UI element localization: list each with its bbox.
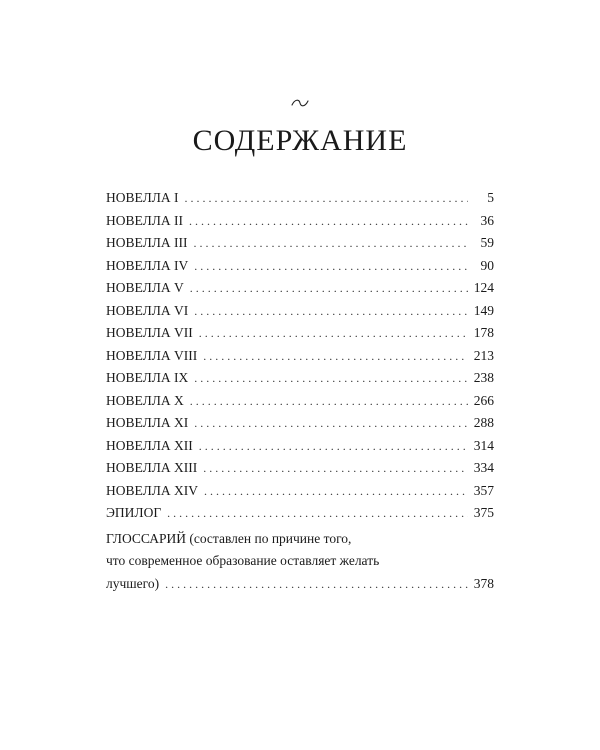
toc-entry-page: 124 [473,280,494,295]
dot-leader [190,281,468,296]
dot-leader [165,573,468,596]
glossary-line-3: лучшего) [106,575,160,591]
dot-leader [199,326,468,341]
toc-entry-page: 149 [473,302,494,318]
toc-entry [106,438,494,461]
toc-entry [106,235,494,258]
toc-entry [106,505,494,528]
toc-entry [106,483,494,506]
toc-entry-label: НОВЕЛЛА III [106,235,188,250]
glossary-line-1: ГЛОССАРИЙ (составлен по причине того, [106,530,352,546]
toc-entry-glossary [106,528,494,596]
toc-entry-page: 357 [473,482,494,498]
dot-leader [194,304,467,319]
dot-leader [190,394,468,409]
toc-entry-page: 213 [473,347,494,363]
toc-entry-page: 288 [473,415,494,430]
toc-entry [106,348,494,371]
toc-entry-page: 334 [473,460,494,475]
toc-entry [106,258,494,281]
dot-leader [203,461,468,476]
toc-entry [106,460,494,483]
toc-entry-label: НОВЕЛЛА X [106,392,184,408]
toc-entry-label: НОВЕЛЛА XII [106,437,193,453]
toc-entry [106,213,494,236]
dot-leader [194,371,467,386]
dot-leader [189,214,468,229]
toc-entry-page: 375 [473,505,494,520]
toc-entry-page: 378 [473,575,494,591]
dot-leader [194,259,468,274]
toc-entry-label: НОВЕЛЛА XIV [106,482,199,498]
dot-leader [204,484,468,499]
toc-entry-label: НОВЕЛЛА II [106,212,183,228]
toc-entry [106,190,494,213]
toc-entry-label: ЭПИЛОГ [106,505,162,520]
dot-leader [199,439,468,454]
dot-leader [194,416,467,431]
glossary-line-2: что современное образование оставляет желать [106,553,380,568]
toc-entry [106,370,494,393]
toc-entry-label: НОВЕЛЛА V [106,280,184,295]
dot-leader [185,191,468,206]
toc-entry-page: 5 [487,190,494,205]
page-title: СОДЕРЖАНИЕ [192,124,408,157]
toc-entry-page: 314 [473,437,494,453]
dot-leader [203,349,468,364]
toc-entry-label: НОВЕЛЛА VII [106,325,193,340]
toc-entry [106,280,494,303]
toc-entry [106,415,494,438]
toc-entry-page: 238 [473,370,494,385]
glossary-last-line [106,573,494,596]
dot-leader [167,506,468,521]
toc-entry-label: НОВЕЛЛА XI [106,415,189,430]
tilde-swash-icon [0,96,600,116]
toc-entry [106,393,494,416]
toc-entry [106,325,494,348]
toc-entry-page: 36 [480,212,494,228]
table-of-contents [106,190,494,595]
toc-entry-page: 90 [480,257,494,273]
toc-entry-label: НОВЕЛЛА I [106,190,179,205]
toc-entry-label: НОВЕЛЛА VI [106,302,189,318]
toc-entry-label: НОВЕЛЛА VIII [106,347,198,363]
toc-entry-page: 266 [473,392,494,408]
toc-entry-label: НОВЕЛЛА IV [106,257,189,273]
toc-entry-label: НОВЕЛЛА IX [106,370,189,385]
toc-entry [106,303,494,326]
toc-entry-page: 59 [480,235,494,250]
dot-leader [194,236,469,251]
toc-entry-page: 178 [473,325,494,340]
toc-entry-label: НОВЕЛЛА XIII [106,460,198,475]
